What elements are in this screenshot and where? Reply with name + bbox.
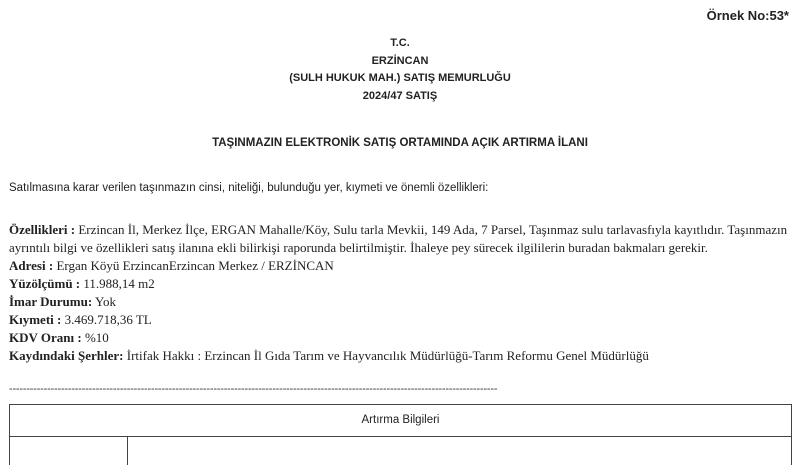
property-area-label: Yüzölçümü : <box>9 276 81 291</box>
header-line-city: ERZİNCAN <box>371 54 429 67</box>
property-area <box>9 275 793 293</box>
property-value-label: Kıymeti : <box>9 312 62 327</box>
auction-table-cell-value <box>128 437 791 465</box>
property-address-value: Ergan Köyü ErzincanErzincan Merkez / ERZİNCAN <box>53 258 334 273</box>
header-line-file-no: 2024/47 SATIŞ <box>362 89 438 102</box>
property-value-value: 3.469.718,36 TL <box>61 312 152 327</box>
header-line-office: (SULH HUKUK MAH.) SATIŞ MEMURLUĞU <box>289 72 511 84</box>
property-features-label: Özellikleri : <box>9 222 76 237</box>
separator-line: --------------------------------------------------------------------------------------------------------------------------------------------- <box>9 383 498 395</box>
header-line-country: T.C. <box>390 37 410 49</box>
announcement-title: TAŞINMAZIN ELEKTRONİK SATIŞ ORTAMINDA AÇIK ARTIRMA İLANI <box>212 137 588 149</box>
property-zoning <box>9 293 793 311</box>
auction-table-row <box>10 437 791 465</box>
property-address <box>9 257 793 275</box>
property-area-value: 11.988,14 m2 <box>80 276 155 291</box>
property-features-value: Erzincan İl, Merkez İlçe, ERGAN Mahalle/Köy, Sulu tarla Mevkii, 149 Ada, 7 Parsel, Taşınmaz sulu tarlavasfıyla kayıtlıdır. Taşınmazın ayrıntılı bilgi ve özellikleri satış ilanına ekli bilirkişi raporunda belirtilmiştir. İhaleye pey sürecek ilgililerin buradan bakmaları gerekir. <box>9 222 788 255</box>
property-annotations-value: İrtifak Hakkı : Erzincan İl Gıda Tarım ve Hayvancılık Müdürlüğü-Tarım Reformu Genel Müdürlüğü <box>123 348 649 363</box>
office-header <box>0 35 800 105</box>
property-details <box>9 221 793 365</box>
sample-number: Örnek No:53* <box>706 8 789 23</box>
auction-info-table <box>9 404 792 465</box>
auction-table-cell-label <box>10 437 128 465</box>
property-annotations <box>9 347 793 365</box>
property-value <box>9 311 793 329</box>
property-features <box>9 221 793 257</box>
auction-table-header: Artırma Bilgileri <box>10 405 791 437</box>
property-vat-value: %10 <box>81 330 109 345</box>
intro-text: Satılmasına karar verilen taşınmazın cinsi, niteliği, bulunduğu yer, kıymeti ve önemli özellikleri: <box>9 182 489 194</box>
property-address-label: Adresi : <box>9 258 54 273</box>
property-zoning-value: Yok <box>92 294 117 309</box>
property-vat <box>9 329 793 347</box>
property-vat-label: KDV Oranı : <box>9 330 82 345</box>
property-annotations-label: Kaydındaki Şerhler: <box>9 348 124 363</box>
property-zoning-label: İmar Durumu: <box>9 294 93 309</box>
